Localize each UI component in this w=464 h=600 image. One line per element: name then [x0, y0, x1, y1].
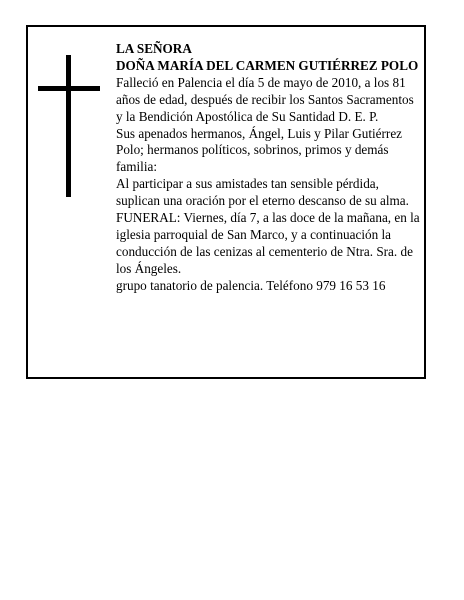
family-list: Sus apenados hermanos, Ángel, Luis y Pilar Gutiérrez Polo; hermanos políticos, sobrinos, primos y demás familia: — [116, 125, 403, 175]
deceased-name: DOÑA MARÍA DEL CARMEN GUTIÉRREZ POLO — [116, 57, 419, 73]
cross-icon — [38, 55, 100, 197]
cross-vertical-bar — [66, 55, 71, 197]
prayer-request: Al participar a sus amistades tan sensible pérdida, suplican una oración por el eterno descanso de su alma. — [116, 176, 409, 209]
notice-text — [116, 41, 420, 295]
cross-horizontal-bar — [38, 86, 100, 91]
death-announcement: Falleció en Palencia el día 5 de mayo de 2010, a los 81 años de edad, después de recibir los Santos Sacramentos y la Bendición Apostólica de Su Santidad D. E. P. — [116, 74, 414, 124]
funeral-home-contact: grupo tanatorio de palencia. Teléfono 979 16 53 16 — [116, 277, 386, 293]
obituary-notice — [26, 25, 426, 379]
funeral-details: FUNERAL: Viernes, día 7, a las doce de la mañana, en la iglesia parroquial de San Marco, y a continuación la conducción de las cenizas al cementerio de Ntra. Sra. de los Ángeles. — [116, 210, 420, 276]
notice-heading-title: LA SEÑORA — [116, 41, 192, 56]
